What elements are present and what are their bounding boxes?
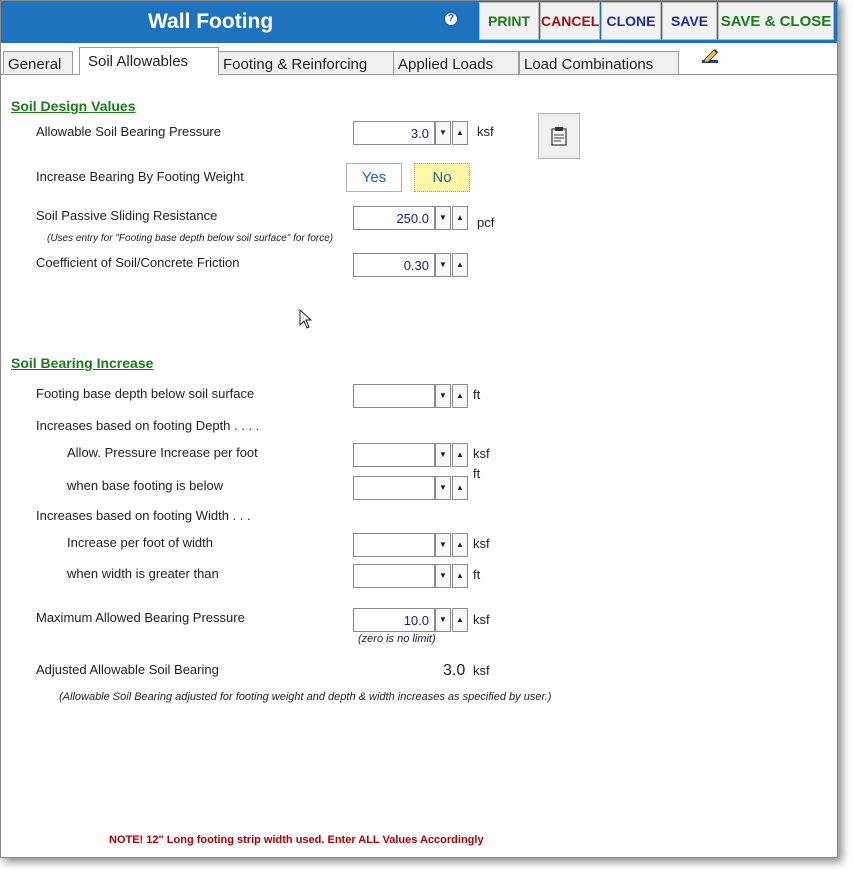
up-arrow-icon[interactable]: ▲	[452, 533, 468, 557]
tab-load-combinations[interactable]: Load Combinations	[519, 51, 679, 75]
up-arrow-icon[interactable]: ▲	[452, 476, 468, 500]
per-foot-width-input[interactable]	[353, 533, 435, 557]
clone-button[interactable]: CLONE	[601, 2, 661, 40]
down-arrow-icon[interactable]: ▼	[435, 533, 451, 557]
base-depth-label: Footing base depth below soil surface	[36, 386, 255, 401]
max-pressure-note: (zero is no limit)	[358, 633, 436, 645]
friction-stepper	[353, 253, 469, 277]
adjusted-bearing-note: (Allowable Soil Bearing adjusted for footing weight and depth & width increases as specified by user.)	[59, 691, 552, 703]
passive-sliding-input[interactable]	[353, 206, 435, 230]
friction-label: Coefficient of Soil/Concrete Friction	[36, 255, 240, 270]
up-arrow-icon[interactable]: ▲	[452, 608, 468, 632]
max-pressure-stepper	[353, 608, 469, 632]
tab-bar	[1, 47, 837, 75]
down-arrow-icon[interactable]: ▼	[435, 443, 451, 467]
friction-input[interactable]	[353, 253, 435, 277]
max-pressure-unit: ksf	[473, 612, 490, 627]
increase-by-weight-label: Increase Bearing By Footing Weight	[36, 169, 244, 184]
dialog-title: Wall Footing	[148, 10, 274, 33]
tab-soil-allowables[interactable]: Soil Allowables	[79, 47, 219, 75]
down-arrow-icon[interactable]: ▼	[435, 564, 451, 588]
per-foot-width-unit: ksf	[473, 536, 490, 551]
base-depth-input[interactable]	[353, 384, 435, 408]
allowable-bearing-unit: ksf	[477, 124, 494, 139]
up-arrow-icon[interactable]: ▲	[452, 564, 468, 588]
base-below-unit: ft	[473, 466, 481, 481]
tab-general[interactable]: General	[3, 51, 73, 75]
down-arrow-icon[interactable]: ▼	[435, 121, 451, 145]
allowable-bearing-label: Allowable Soil Bearing Pressure	[36, 124, 221, 139]
save-button[interactable]: SAVE	[662, 2, 717, 40]
down-arrow-icon[interactable]: ▼	[435, 253, 451, 277]
per-foot-width-label: Increase per foot of width	[67, 535, 213, 550]
depth-increase-heading: Increases based on footing Depth . . . .	[36, 418, 260, 433]
allowable-bearing-stepper	[353, 121, 469, 145]
calculator-button[interactable]	[538, 113, 580, 159]
save-and-close-button[interactable]: SAVE & CLOSE	[718, 2, 834, 40]
width-greater-label: when width is greater than	[67, 566, 219, 581]
print-button[interactable]: PRINT	[479, 2, 539, 40]
pressure-per-foot-unit: ksf	[473, 446, 490, 461]
tab-applied-loads[interactable]: Applied Loads	[393, 51, 519, 75]
up-arrow-icon[interactable]: ▲	[452, 121, 468, 145]
allowable-bearing-input[interactable]	[353, 121, 435, 145]
down-arrow-icon[interactable]: ▼	[435, 206, 451, 230]
up-arrow-icon[interactable]: ▲	[452, 253, 468, 277]
pressure-per-foot-input[interactable]	[353, 443, 435, 467]
up-arrow-icon[interactable]: ▲	[452, 384, 468, 408]
base-depth-unit: ft	[473, 387, 481, 402]
help-icon[interactable]: ?	[444, 12, 458, 26]
strip-width-warning: NOTE! 12" Long footing strip width used. Enter ALL Values Accordingly	[109, 834, 484, 846]
passive-sliding-label: Soil Passive Sliding Resistance	[36, 208, 218, 223]
passive-sliding-unit: pcf	[477, 215, 495, 230]
title-bar	[1, 1, 837, 43]
per-foot-width-stepper	[353, 533, 469, 557]
base-below-label: when base footing is below	[67, 478, 224, 493]
base-below-input[interactable]	[353, 476, 435, 500]
clipboard-icon	[539, 114, 579, 158]
adjusted-bearing-value: 3.0	[443, 662, 466, 679]
up-arrow-icon[interactable]: ▲	[452, 443, 468, 467]
down-arrow-icon[interactable]: ▼	[435, 476, 451, 500]
adjusted-bearing-unit: ksf	[473, 663, 490, 678]
width-greater-input[interactable]	[353, 564, 435, 588]
cancel-button[interactable]: CANCEL	[540, 2, 600, 40]
passive-sliding-stepper	[353, 206, 469, 230]
soil-design-heading: Soil Design Values	[11, 98, 136, 114]
max-pressure-label: Maximum Allowed Bearing Pressure	[36, 610, 245, 625]
tab-footing-reinforcing[interactable]: Footing & Reinforcing	[218, 51, 394, 75]
up-arrow-icon[interactable]: ▲	[452, 206, 468, 230]
passive-sliding-note: (Uses entry for "Footing base depth below soil surface" for force)	[47, 233, 334, 244]
width-greater-stepper	[353, 564, 469, 588]
down-arrow-icon[interactable]: ▼	[435, 608, 451, 632]
pressure-per-foot-label: Allow. Pressure Increase per foot	[67, 445, 258, 460]
adjusted-bearing-label: Adjusted Allowable Soil Bearing	[36, 662, 219, 677]
bearing-increase-heading: Soil Bearing Increase	[11, 355, 154, 371]
edit-pencil-icon[interactable]	[701, 48, 719, 64]
yes-button[interactable]: Yes	[346, 163, 402, 192]
width-increase-heading: Increases based on footing Width . . .	[36, 508, 251, 523]
mouse-cursor-icon	[299, 309, 315, 331]
no-button[interactable]: No	[414, 163, 470, 192]
base-depth-stepper	[353, 384, 469, 408]
base-below-stepper	[353, 476, 469, 500]
max-pressure-input[interactable]	[353, 608, 435, 632]
pressure-per-foot-stepper	[353, 443, 469, 467]
width-greater-unit: ft	[473, 567, 481, 582]
down-arrow-icon[interactable]: ▼	[435, 384, 451, 408]
